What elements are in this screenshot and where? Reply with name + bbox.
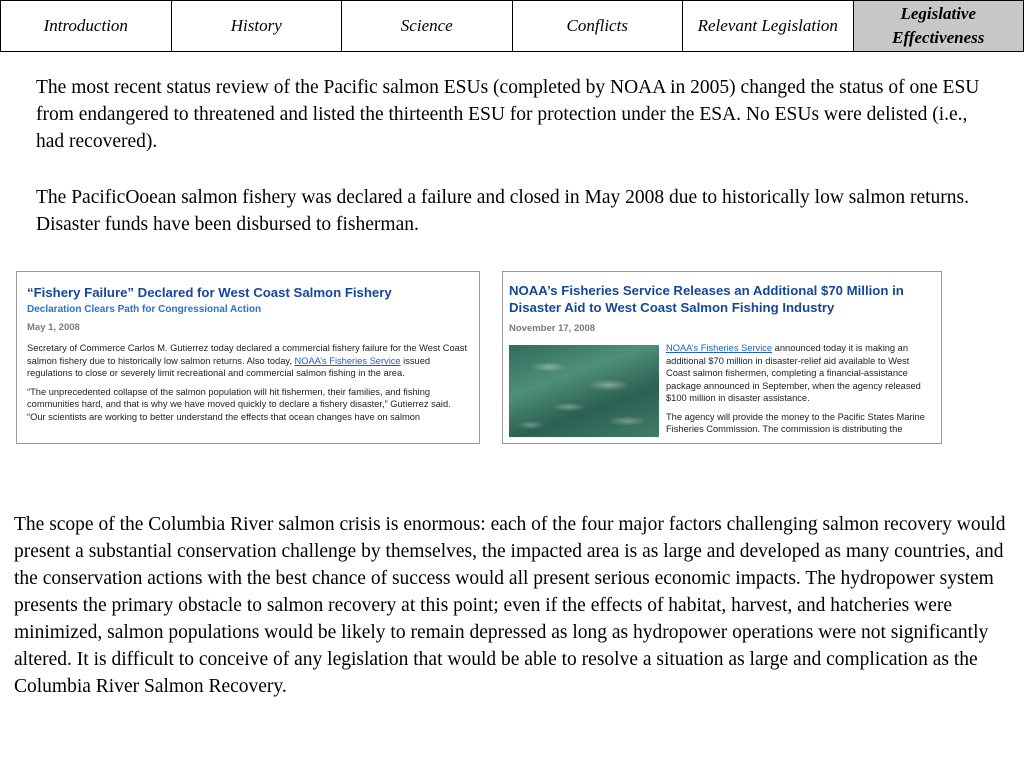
clipping-date: November 17, 2008: [509, 323, 596, 334]
clipping-texts: [666, 342, 935, 437]
tab-conflicts[interactable]: Conflicts: [513, 1, 684, 51]
clipping-headline: “Fishery Failure” Declared for West Coast Salmon Fishery: [27, 285, 392, 300]
clipping-subheadline: Declaration Clears Path for Congressional Action: [27, 304, 262, 315]
paragraph-status-review: The most recent status review of the Pacific salmon ESUs (completed by NOAA in 2005) changed the status of one ESU from endangered to threatened and listed the thirteenth ESU for protection under the ESA. No ESUs were delisted (i.e., had recovered).: [36, 77, 980, 152]
clipping-paragraph-quote: “The unprecedented collapse of the salmon population will hit fishermen, their families, and fishing communities hard, and that is why we have moved quickly to declare a fishery disaster,” Gutierrez said. “Our scientists are working to better understand the effects that ocean changes have on salmon: [27, 386, 451, 422]
news-clipping-disaster-aid: [502, 271, 942, 444]
news-clipping-fishery-failure: [16, 271, 480, 444]
clipping-paragraph: [27, 342, 469, 380]
clipping-body: [509, 342, 935, 437]
tab-bar: [0, 0, 1024, 52]
salmon-photo: [509, 345, 659, 437]
clipping-paragraph-commission: The agency will provide the money to the Pacific States Marine Fisheries Commission. The commission is distributing the: [666, 411, 925, 434]
noaa-fisheries-link[interactable]: NOAA’s Fisheries Service: [666, 343, 773, 353]
clipping-text: issued regulations to close or severely limit recreational and commercial salmon fishing in the area.: [27, 355, 431, 378]
clipping-text: announced today it is making an additional $70 million in disaster-relief aid available to West Coast salmon fishermen, completing a financial-assistance package announced in September, when the agency released $100 million in disaster assistance.: [666, 343, 921, 403]
tab-science[interactable]: Science: [342, 1, 513, 51]
tab-legislative-effectiveness[interactable]: Legislative Effectiveness: [854, 1, 1024, 51]
clipping-paragraph: [666, 342, 935, 405]
tab-introduction[interactable]: Introduction: [1, 1, 172, 51]
clipping-text: Secretary of Commerce Carlos M. Gutierrez today declared a commercial fishery failure for the West Coast salmon fishery due to historically low salmon returns. Also today,: [27, 343, 468, 366]
clipping-headline: NOAA’s Fisheries Service Releases an Additional $70 Million in Disaster Aid to West Coast Salmon Fishing Industry: [509, 283, 904, 315]
paragraph-columbia-river-scope: The scope of the Columbia River salmon crisis is enormous: each of the four major factors challenging salmon recovery would present a substantial conservation challenge by themselves, the impacted area is as large and developed as many countries, and the conservation actions with the best chance of success would all present serious economic impacts. The hydropower system presents the primary obstacle to salmon recovery at this point; even if the effects of habitat, harvest, and hatcheries were minimized, salmon populations would be likely to remain depressed as long as hydropower operations were not significantly altered. It is difficult to conceive of any legislation that would be able to resolve a situation as large and complication as the Columbia River Salmon Recovery.: [14, 514, 1006, 697]
clipping-date: May 1, 2008: [27, 322, 80, 333]
tab-relevant-legislation[interactable]: Relevant Legislation: [683, 1, 854, 51]
paragraph-fishery-failure: The PacificOoean salmon fishery was declared a failure and closed in May 2008 due to historically low salmon returns. Disaster funds have been disbursed to fisherman.: [36, 187, 970, 235]
tab-history[interactable]: History: [172, 1, 343, 51]
noaa-fisheries-link[interactable]: NOAA’s Fisheries Service: [294, 355, 401, 366]
